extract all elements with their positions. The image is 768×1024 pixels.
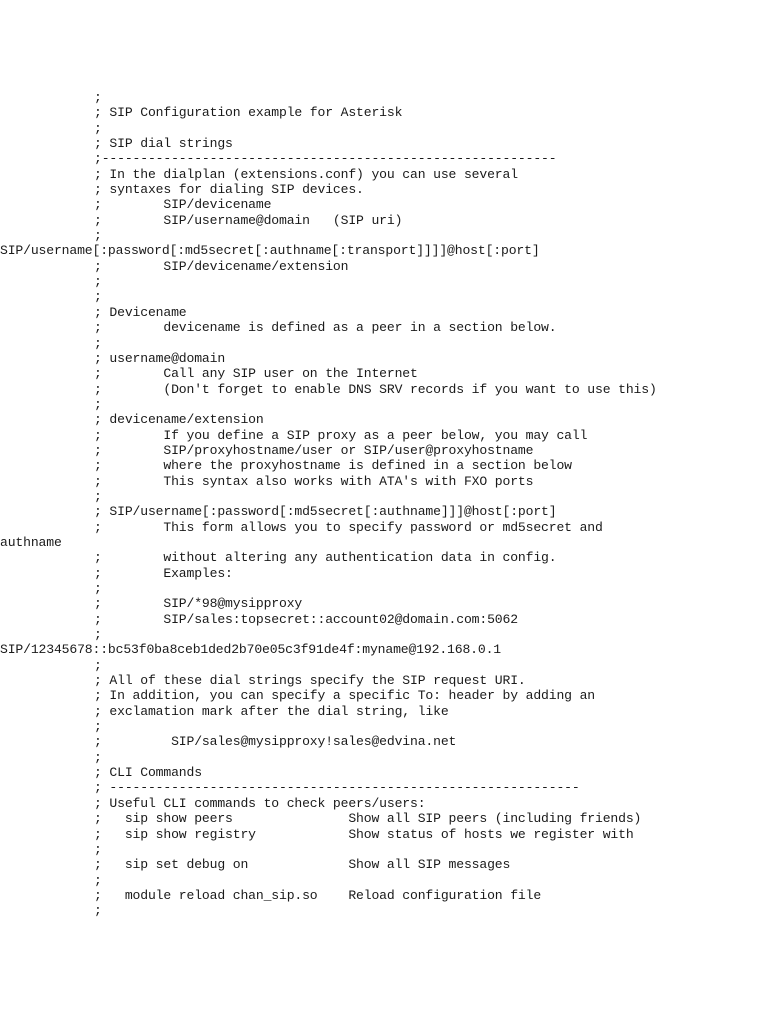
comment-line: ; (Don't forget to enable DNS SRV records if you want to use this) [94, 381, 657, 397]
cli-command-line: ; module reload chan_sip.so Reload configuration file [94, 887, 542, 903]
section-heading-line: ; username@domain [94, 350, 226, 366]
comment-line: ; [94, 749, 102, 765]
comment-line: ; Call any SIP user on the Internet [94, 366, 418, 382]
separator-line: ;----------------------------------------------------------- [94, 151, 557, 167]
cli-command-line: ; sip show registry Show status of hosts we register with [94, 826, 634, 842]
cli-command-line: ; sip show peers Show all SIP peers (including friends) [94, 811, 642, 827]
comment-line: ; [94, 274, 102, 290]
comment-line: ; exclamation mark after the dial string, like [94, 703, 449, 719]
comment-line: ; In addition, you can specify a specific To: header by adding an [94, 688, 595, 704]
comment-line: ; All of these dial strings specify the SIP request URI. [94, 673, 526, 689]
comment-line: ; [94, 719, 102, 735]
comment-line: ; [94, 120, 102, 136]
separator-line: ; ------------------------------------------------------------- [94, 780, 580, 796]
comment-line: ; [94, 396, 102, 412]
comment-line: ; [94, 581, 102, 596]
section-heading-line: ; CLI Commands [94, 765, 202, 781]
config-text-block [0, 90, 754, 919]
comment-line: ; If you define a SIP proxy as a peer below, you may call [94, 427, 588, 443]
wrapped-text-line: authname [0, 534, 62, 550]
wrapped-example-line: SIP/12345678::bc53f0ba8ceb1ded2b70e05c3f91de4f:myname@192.168.0.1 [0, 642, 501, 658]
comment-line: ; This syntax also works with ATA's with FXO ports [94, 473, 534, 489]
comment-line: ; where the proxyhostname is defined in a section below [94, 458, 572, 474]
wrapped-syntax-line: SIP/username[:password[:md5secret[:authname[:transport]]]]@host[:port] [0, 243, 540, 259]
example-line: ; SIP/sales@mysipproxy!sales@edvina.net [94, 734, 457, 750]
comment-line: ; SIP/devicename [94, 197, 272, 213]
comment-line: ; [94, 289, 102, 305]
section-heading-line: ; Devicename [94, 304, 187, 320]
comment-line: ; [94, 90, 102, 105]
comment-line: ; SIP/devicename/extension [94, 258, 349, 274]
comment-line: ; In the dialplan (extensions.conf) you can use several [94, 166, 518, 182]
comment-line: ; SIP/username@domain (SIP uri) [94, 212, 403, 228]
comment-line: ; devicename is defined as a peer in a section below. [94, 320, 557, 336]
syntax-heading-line: ; SIP/username[:password[:md5secret[:authname]]]@host[:port] [94, 504, 557, 520]
comment-line: ; SIP/proxyhostname/user or SIP/user@proxyhostname [94, 442, 534, 458]
comment-line: ; [94, 335, 102, 351]
comment-line: ; without altering any authentication data in config. [94, 550, 557, 566]
comment-line: ; [94, 657, 102, 673]
comment-line: ; Examples: [94, 565, 233, 581]
section-heading-line: ; SIP dial strings [94, 136, 233, 152]
document-title-line: ; SIP Configuration example for Asterisk [94, 105, 403, 121]
example-line: ; SIP/*98@mysipproxy [94, 596, 303, 612]
comment-line: ; [94, 228, 102, 244]
comment-line: ; syntaxes for dialing SIP devices. [94, 182, 364, 198]
section-heading-line: ; devicename/extension [94, 412, 264, 428]
comment-line: ; [94, 488, 102, 504]
cli-command-line: ; sip set debug on Show all SIP messages [94, 857, 511, 873]
comment-line: ; [94, 903, 102, 919]
comment-line: ; This form allows you to specify password or md5secret and [94, 519, 603, 535]
comment-line: ; Useful CLI commands to check peers/users: [94, 795, 426, 811]
comment-line: ; [94, 872, 102, 888]
comment-line: ; [94, 841, 102, 857]
comment-line: ; [94, 627, 102, 643]
example-line: ; SIP/sales:topsecret::account02@domain.com:5062 [94, 611, 518, 627]
